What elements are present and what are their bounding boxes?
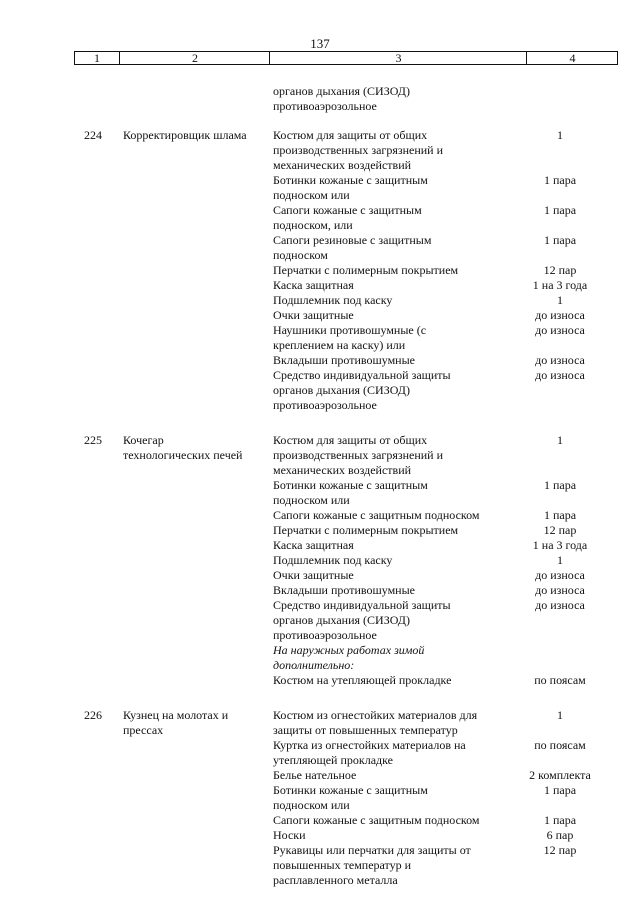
- ppe-item-line: дополнительно:: [273, 658, 355, 672]
- ppe-item-line: Сапоги кожаные с защитным подноском: [273, 813, 480, 827]
- ppe-item-quantity: 1 на 3 года: [532, 538, 588, 552]
- profession-name: [123, 128, 268, 143]
- profession-name: [123, 433, 268, 463]
- entry-number: 226: [84, 708, 102, 722]
- ppe-item-quantity: 1: [557, 293, 563, 307]
- ppe-item-line: Носки: [273, 828, 306, 842]
- ppe-item: [273, 173, 577, 203]
- ppe-item: [273, 263, 577, 278]
- ppe-item-line: повышенных температур и: [273, 858, 412, 872]
- ppe-item-name: [273, 768, 513, 783]
- ppe-item: [273, 308, 585, 323]
- ppe-item: [273, 568, 585, 583]
- ppe-item-quantity: 12 пар: [543, 263, 577, 277]
- ppe-item-line: производственных загрязнений и: [273, 143, 444, 157]
- ppe-item: [273, 278, 588, 293]
- ppe-item-line: Очки защитные: [273, 308, 354, 322]
- ppe-item: [273, 538, 588, 553]
- ppe-item-quantity: 1 пара: [543, 203, 577, 217]
- ppe-item-quantity: 1 пара: [543, 508, 577, 522]
- ppe-item-line: Подшлемник под каску: [273, 293, 393, 307]
- ppe-item-line: Костюм для защиты от общих: [273, 433, 428, 447]
- ppe-item-line: Рукавицы или перчатки для защиты от: [273, 843, 471, 857]
- ppe-item-line: противоаэрозольное: [273, 398, 377, 412]
- ppe-item-line: производственных загрязнений и: [273, 448, 444, 462]
- ppe-item-line: На наружных работах зимой: [273, 643, 425, 657]
- ppe-item-quantity: до износа: [535, 323, 585, 337]
- ppe-item-line: Каска защитная: [273, 278, 354, 292]
- ppe-item-quantity: 1: [557, 708, 563, 722]
- ppe-item-quantity: до износа: [535, 598, 585, 612]
- ppe-item-line: защиты от повышенных температур: [273, 723, 458, 737]
- ppe-item-name: [273, 308, 513, 323]
- profession-line: Корректировщик шлама: [123, 128, 247, 142]
- ppe-item: [273, 783, 577, 813]
- ppe-item: [273, 323, 585, 353]
- ppe-item: [273, 768, 591, 783]
- ppe-item: [273, 478, 577, 508]
- ppe-item-name: [273, 828, 513, 843]
- ppe-item: [273, 598, 585, 643]
- ppe-item-line: Очки защитные: [273, 568, 354, 582]
- ppe-item: [273, 508, 577, 523]
- ppe-item-line: подноском или: [273, 798, 350, 812]
- ppe-item-name: [273, 278, 513, 293]
- ppe-item-line: механических воздействий: [273, 158, 412, 172]
- ppe-item-quantity: 1 пара: [543, 813, 577, 827]
- ppe-item-name: [273, 263, 513, 278]
- ppe-item-line: подноском или: [273, 493, 350, 507]
- ppe-item-line: органов дыхания (СИЗОД): [273, 383, 410, 397]
- profession-line: Кочегар: [123, 433, 164, 447]
- ppe-item-line: органов дыхания (СИЗОД): [273, 613, 410, 627]
- ppe-item-line: подноском: [273, 248, 328, 262]
- ppe-item-line: Перчатки с полимерным покрытием: [273, 263, 459, 277]
- ppe-item-line: Сапоги кожаные с защитным подноском: [273, 508, 480, 522]
- profession-name: [123, 708, 268, 738]
- ppe-item-name: [273, 523, 513, 538]
- ppe-item-line: Ботинки кожаные с защитным: [273, 783, 428, 797]
- ppe-item-name: [273, 293, 513, 308]
- ppe-item-quantity: 6 пар: [546, 828, 574, 842]
- page-number: 137: [310, 36, 330, 51]
- ppe-item-quantity: 12 пар: [543, 843, 577, 857]
- ppe-item-line: Вкладыши противошумные: [273, 583, 415, 597]
- ppe-item-name: [273, 368, 513, 413]
- ppe-item: [273, 673, 586, 688]
- ppe-item-line: расплавленного металла: [273, 873, 398, 887]
- ppe-item-line: Ботинки кожаные с защитным: [273, 173, 428, 187]
- ppe-item: [273, 708, 563, 738]
- ppe-item-name: [273, 568, 513, 583]
- entry-number: 225: [84, 433, 102, 447]
- ppe-item-list: [273, 433, 588, 688]
- ppe-item: [273, 128, 563, 173]
- ppe-item-name: [273, 643, 513, 673]
- ppe-item: [273, 433, 563, 478]
- ppe-item-quantity: 1: [557, 433, 563, 447]
- ppe-item-name: [273, 538, 513, 553]
- ppe-item-quantity: 12 пар: [543, 523, 577, 537]
- ppe-item-name: [273, 508, 513, 523]
- ppe-item-line: Наушники противошумные (с: [273, 323, 427, 337]
- ppe-item-list: [273, 128, 588, 413]
- ppe-item-quantity: 1 пара: [543, 478, 577, 492]
- ppe-item-line: механических воздействий: [273, 463, 412, 477]
- ppe-item-name: [273, 433, 513, 478]
- ppe-item-name: [273, 738, 513, 768]
- ppe-item-list: [273, 708, 591, 888]
- ppe-item-name: [273, 478, 513, 508]
- ppe-item-line: Вкладыши противошумные: [273, 353, 415, 367]
- ppe-item-quantity: до износа: [535, 368, 585, 382]
- ppe-item-quantity: до износа: [535, 583, 585, 597]
- ppe-item: [273, 738, 586, 768]
- ppe-item-line: Средство индивидуальной защиты: [273, 598, 451, 612]
- ppe-item-quantity: 1: [557, 128, 563, 142]
- ppe-item-line: Костюм для защиты от общих: [273, 128, 428, 142]
- ppe-item: [273, 523, 577, 538]
- profession-line: прессах: [123, 723, 164, 737]
- header-col-2: 2: [119, 52, 270, 64]
- ppe-item-quantity: по поясам: [534, 738, 586, 752]
- profession-line: Кузнец на молотах и: [123, 708, 229, 722]
- ppe-item: [273, 813, 577, 828]
- ppe-item-quantity: до износа: [535, 568, 585, 582]
- ppe-item: [273, 203, 577, 233]
- ppe-item-quantity: до износа: [535, 308, 585, 322]
- profession-line: технологических печей: [123, 448, 243, 462]
- ppe-item-name: [273, 203, 513, 233]
- ppe-item-name: [273, 553, 513, 568]
- header-col-3: 3: [269, 52, 527, 64]
- ppe-item-line: Сапоги кожаные с защитным: [273, 203, 422, 217]
- ppe-item-name: [273, 708, 513, 738]
- ppe-item-quantity: 2 комплекта: [529, 768, 591, 782]
- ppe-item-line: Средство индивидуальной защиты: [273, 368, 451, 382]
- ppe-item-name: [273, 323, 513, 353]
- ppe-item-quantity: 1 пара: [543, 783, 577, 797]
- ppe-item-quantity: 1 на 3 года: [532, 278, 588, 292]
- ppe-item-name: [273, 353, 513, 368]
- ppe-item-name: [273, 783, 513, 813]
- ppe-item-line: Костюм из огнестойких материалов для: [273, 708, 478, 722]
- ppe-item-name: [273, 843, 513, 888]
- ppe-item-line: Сапоги резиновые с защитным: [273, 233, 432, 247]
- ppe-item-line: Перчатки с полимерным покрытием: [273, 523, 459, 537]
- ppe-item-line: противоаэрозольное: [273, 628, 377, 642]
- continuation-line: противоаэрозольное: [273, 99, 377, 113]
- ppe-item: [273, 583, 585, 598]
- ppe-item-name: [273, 233, 513, 263]
- ppe-item-line: подноском, или: [273, 218, 353, 232]
- continuation-line: органов дыхания (СИЗОД): [273, 84, 410, 98]
- ppe-item: [273, 553, 563, 568]
- ppe-item-line: утепляющей прокладке: [273, 753, 393, 767]
- entry-number: 224: [84, 128, 102, 142]
- ppe-item-line: Подшлемник под каску: [273, 553, 393, 567]
- ppe-item-line: креплением на каску) или: [273, 338, 406, 352]
- ppe-item-name: [273, 128, 513, 173]
- ppe-item-quantity: 1 пара: [543, 233, 577, 247]
- ppe-item-quantity: 1 пара: [543, 173, 577, 187]
- ppe-item: [273, 368, 585, 413]
- ppe-item-line: Куртка из огнестойких материалов на: [273, 738, 466, 752]
- ppe-item-line: Белье нательное: [273, 768, 357, 782]
- ppe-item-quantity: по поясам: [534, 673, 586, 687]
- ppe-item: [273, 233, 577, 263]
- ppe-item-line: Ботинки кожаные с защитным: [273, 478, 428, 492]
- header-col-4: 4: [526, 52, 618, 64]
- ppe-item-name: [273, 598, 513, 643]
- ppe-item: [273, 353, 585, 368]
- table-header: [74, 51, 618, 65]
- ppe-item-line: подноском или: [273, 188, 350, 202]
- ppe-item-name: [273, 173, 513, 203]
- ppe-item-name: [273, 813, 513, 828]
- ppe-item: [273, 828, 574, 843]
- ppe-item: [273, 843, 577, 888]
- ppe-item-line: Каска защитная: [273, 538, 354, 552]
- ppe-item-quantity: до износа: [535, 353, 585, 367]
- ppe-note: [273, 643, 523, 673]
- header-col-1: 1: [94, 51, 100, 65]
- ppe-item-line: Костюм на утепляющей прокладке: [273, 673, 452, 687]
- ppe-item: [273, 293, 563, 308]
- ppe-item-name: [273, 673, 513, 688]
- ppe-item-name: [273, 583, 513, 598]
- ppe-item-quantity: 1: [557, 553, 563, 567]
